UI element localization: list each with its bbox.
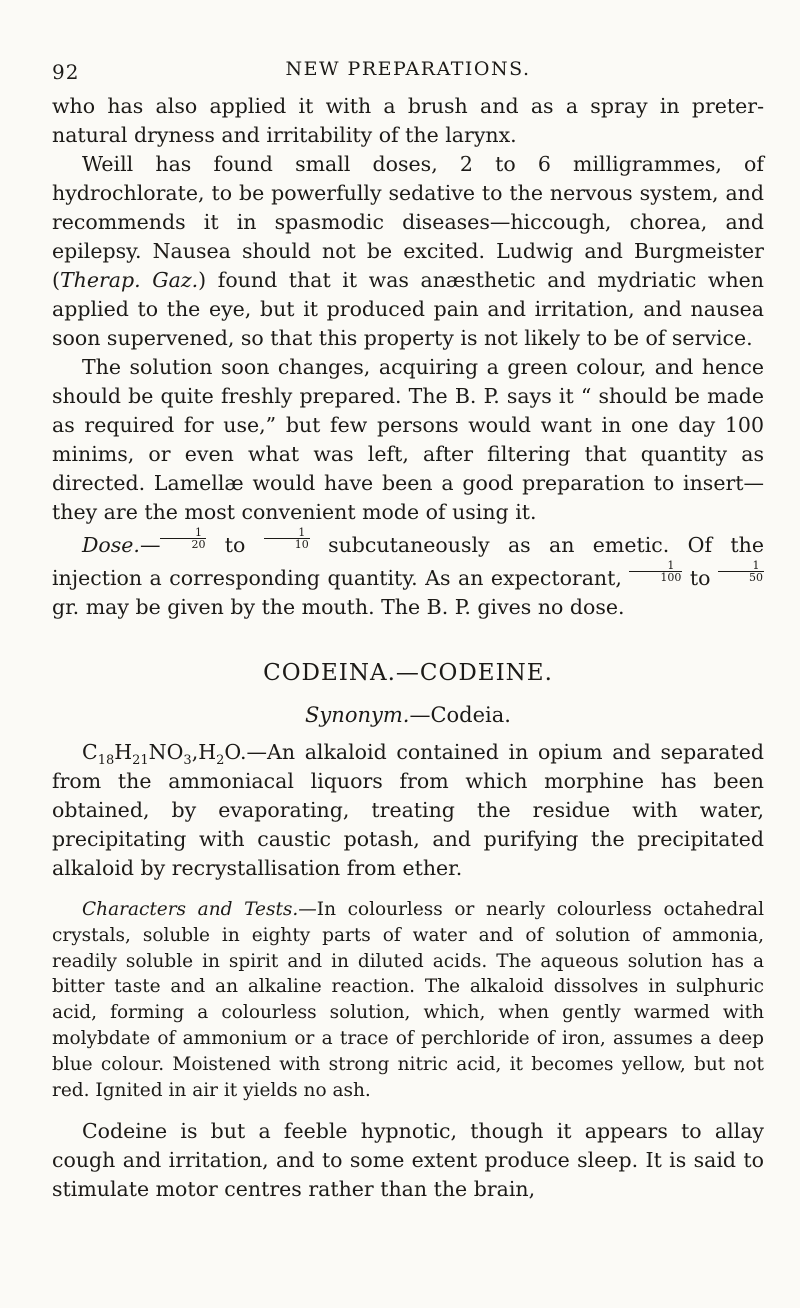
fraction-1-100 — [629, 560, 682, 583]
paragraph-continuation: who has also applied it with a brush and as a spray in preter-natural dryness and irritability of the larynx. — [52, 94, 764, 147]
fraction-numerator: 1 — [264, 527, 310, 539]
fraction-1-20 — [160, 527, 206, 550]
fraction-numerator: 1 — [718, 560, 764, 572]
dose-to: to — [224, 533, 246, 557]
dose-to: to — [689, 566, 711, 590]
paragraph-weill — [52, 150, 764, 353]
characters-label: Characters and Tests. — [82, 899, 299, 920]
fraction-denominator: 10 — [294, 538, 309, 551]
fraction-1-50 — [718, 560, 764, 583]
section-title: CODEINA.—CODEINE. — [263, 660, 553, 686]
paragraph-weill-text-b: ) found that it was anæsthetic and mydriatic when applied to the eye, but it produced pain and irritation, and nausea soon supervened, so that this property is not likely to be of service. — [52, 268, 764, 350]
synonym-value: —Codeia. — [409, 703, 511, 727]
citation-therap-gaz: Therap. Gaz. — [60, 268, 199, 292]
fraction-1-10 — [264, 527, 310, 550]
dose-label: Dose. — [82, 533, 140, 557]
dose-text-a: subcutaneously as an emetic. Of the injection a corresponding quantity. As an expectorant, — [52, 533, 764, 590]
formula: $C_{18}H_{21}NO_3,H_2O$. — [82, 740, 247, 769]
page-header — [52, 54, 764, 88]
dose-text-b: gr. may be given by the mouth. The B. P. gives no dose. — [52, 595, 625, 619]
paragraph-solution: The solution soon changes, acquiring a green colour, and hence should be quite freshly prepared. The B. P. says it “ should be made as required for use,” but few persons would want in one day 100 minims, or even what was left, after filtering that quantity as directed. Lamellæ would have been a good preparation to insert—they are the most convenient mode of using it. — [52, 355, 764, 524]
page-number: 92 — [52, 60, 80, 84]
synonym-label: Synonym. — [305, 703, 410, 727]
fraction-denominator: 20 — [191, 538, 206, 551]
paragraph-characters — [52, 897, 764, 1103]
fraction-denominator: 100 — [660, 571, 682, 584]
characters-text: —In colourless or nearly colourless octahedral crystals, soluble in eighty parts of water and of solution of ammonia, readily soluble in spirit and in diluted acids. The aqueous solution has a bitter taste and an alkaline reaction. The alkaloid dissolves in sulphuric acid, forming a colourless solution, which, when gently warmed with molybdate of ammonium or a trace of perchloride of iron, assumes a deep blue colour. Moistened with strong nitric acid, it becomes yellow, but not red. Ignited in air it yields no ash. — [52, 899, 765, 1101]
page-body — [52, 92, 764, 1204]
paragraph-formula — [52, 738, 764, 883]
paragraph-weill-text-a: Weill has found small doses, 2 to 6 milligrammes, of hydrochlorate, to be powerfully sedative to the nervous system, and recommends it in spasmodic diseases—hiccough, chorea, and epilepsy. Nausea should not be excited. Ludwig and Burgmeister ( — [52, 152, 764, 292]
paragraph-dose: Dose.— $\frac{1}{20}$ to $\frac{1}{10}$ subcutaneously as an emetic. Of the injection a corresponding quantity. As an expectorant, $\frac{1}{100}$ to $\frac{1}{50}$ gr. may be given by the mouth. The B. P. gives no dose. — [52, 526, 764, 619]
characters-block — [52, 897, 764, 1103]
fraction-denominator: 50 — [748, 571, 763, 584]
fraction-numerator: 1 — [629, 560, 682, 572]
running-head: NEW PREPARATIONS. — [285, 58, 531, 80]
paragraph-codeine-hypnotic: Codeine is but a feeble hypnotic, though it appears to allay cough and irritation, and to some extent produce sleep. It is said to stimulate motor centres rather than the brain, — [52, 1119, 764, 1202]
synonym-line — [52, 700, 764, 730]
fraction-numerator: 1 — [160, 527, 206, 539]
formula-description: —An alkaloid contained in opium and separated from the ammoniacal liquors from which morphine has been obtained, by evaporating, treating the residue with water, precipitating with caustic potash, and purifying the precipitated alkaloid by recrystallisation from ether. — [52, 740, 764, 880]
